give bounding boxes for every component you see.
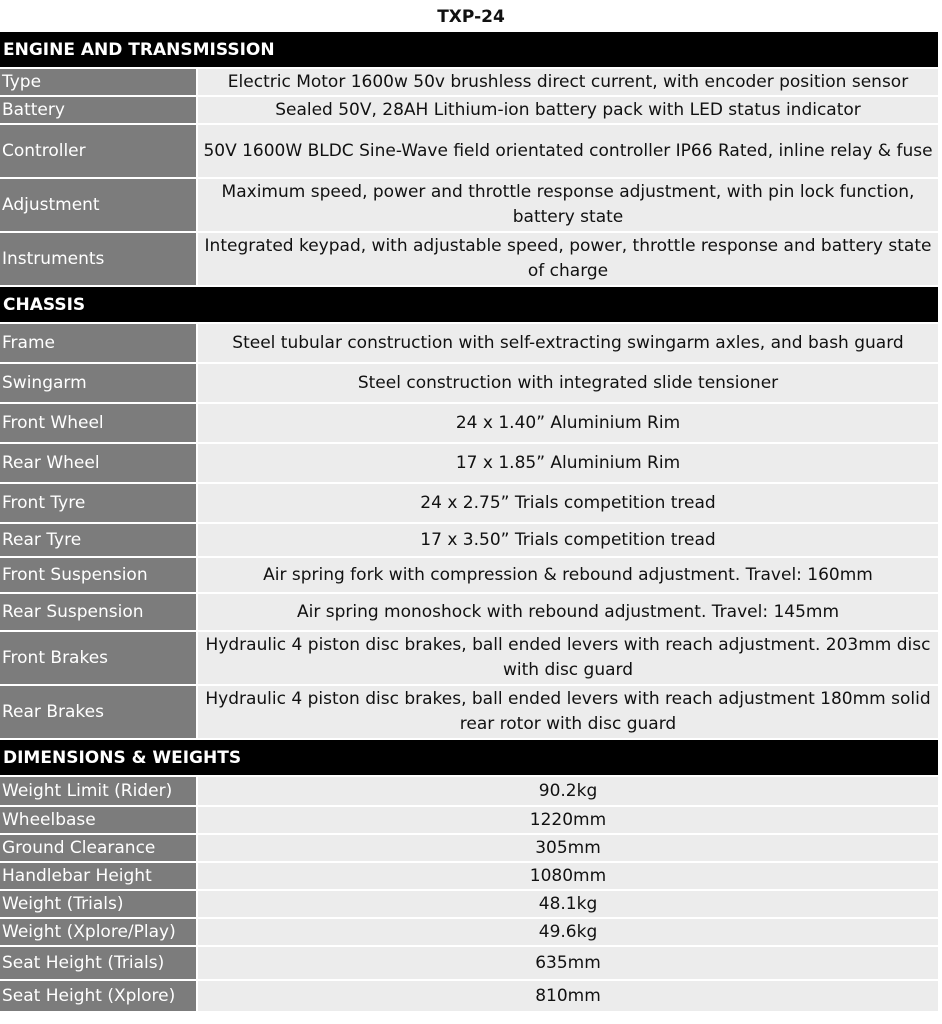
spec-row-controller (0, 125, 938, 179)
spec-value: Steel tubular construction with self-extracting swingarm axles, and bash guard (198, 324, 938, 362)
spec-value: Sealed 50V, 28AH Lithium-ion battery pack with LED status indicator (198, 97, 938, 123)
spec-row-front-wheel (0, 404, 938, 444)
spec-row-wheelbase (0, 807, 938, 835)
spec-row-swingarm (0, 364, 938, 404)
spec-label: Instruments (0, 233, 198, 285)
spec-label: Battery (0, 97, 198, 123)
spec-label: Rear Brakes (0, 686, 198, 738)
spec-row-weight-trials (0, 891, 938, 919)
spec-value: Hydraulic 4 piston disc brakes, ball ended levers with reach adjustment. 203mm disc with disc guard (198, 632, 938, 684)
spec-value: 48.1kg (198, 891, 938, 917)
spec-row-weight-xplore (0, 919, 938, 947)
spec-row-adjustment (0, 179, 938, 233)
spec-row-rear-wheel (0, 444, 938, 484)
spec-row-front-brakes (0, 632, 938, 686)
spec-row-handlebar-height (0, 863, 938, 891)
spec-row-front-tyre (0, 484, 938, 524)
spec-label: Front Tyre (0, 484, 198, 522)
spec-value: 50V 1600W BLDC Sine-Wave field orientated controller IP66 Rated, inline relay & fuse (198, 125, 938, 177)
spec-label: Ground Clearance (0, 835, 198, 861)
spec-value: 90.2kg (198, 777, 938, 805)
spec-label: Front Suspension (0, 558, 198, 592)
spec-value: 17 x 3.50” Trials competition tread (198, 524, 938, 556)
spec-label: Seat Height (Xplore) (0, 981, 198, 1011)
spec-value: Electric Motor 1600w 50v brushless direct current, with encoder position sensor (198, 69, 938, 95)
spec-sheet (0, 32, 938, 1013)
spec-row-instruments (0, 233, 938, 287)
spec-row-ground-clearance (0, 835, 938, 863)
spec-label: Front Brakes (0, 632, 198, 684)
spec-label: Swingarm (0, 364, 198, 402)
spec-label: Weight (Trials) (0, 891, 198, 917)
spec-row-weight-limit (0, 777, 938, 807)
spec-label: Handlebar Height (0, 863, 198, 889)
spec-value: 24 x 1.40” Aluminium Rim (198, 404, 938, 442)
spec-value: 635mm (198, 947, 938, 979)
spec-value: Air spring fork with compression & rebound adjustment. Travel: 160mm (198, 558, 938, 592)
spec-row-front-suspension (0, 558, 938, 594)
spec-row-seat-height-trials (0, 947, 938, 981)
spec-value: 17 x 1.85” Aluminium Rim (198, 444, 938, 482)
spec-value: 810mm (198, 981, 938, 1011)
spec-value: 1080mm (198, 863, 938, 889)
spec-value: Steel construction with integrated slide tensioner (198, 364, 938, 402)
spec-row-seat-height-xplore (0, 981, 938, 1013)
spec-label: Weight (Xplore/Play) (0, 919, 198, 945)
spec-value: 305mm (198, 835, 938, 861)
page-title: TXP-24 (437, 7, 505, 27)
spec-row-rear-suspension (0, 594, 938, 632)
spec-value: 1220mm (198, 807, 938, 833)
spec-row-battery (0, 97, 938, 125)
spec-row-type (0, 69, 938, 97)
spec-label: Frame (0, 324, 198, 362)
spec-label: Controller (0, 125, 198, 177)
spec-label: Rear Suspension (0, 594, 198, 630)
spec-row-rear-brakes (0, 686, 938, 740)
section-heading-engine: ENGINE AND TRANSMISSION (0, 32, 938, 69)
spec-label: Rear Wheel (0, 444, 198, 482)
spec-row-rear-tyre (0, 524, 938, 558)
spec-value: Maximum speed, power and throttle response adjustment, with pin lock function, battery state (198, 179, 938, 231)
spec-label: Rear Tyre (0, 524, 198, 556)
spec-label: Adjustment (0, 179, 198, 231)
spec-label: Front Wheel (0, 404, 198, 442)
spec-label: Type (0, 69, 198, 95)
spec-value: Integrated keypad, with adjustable speed, power, throttle response and battery state of charge (198, 233, 938, 285)
spec-label: Weight Limit (Rider) (0, 777, 198, 805)
spec-value: 24 x 2.75” Trials competition tread (198, 484, 938, 522)
section-heading-chassis: CHASSIS (0, 287, 938, 324)
section-heading-dimensions: DIMENSIONS & WEIGHTS (0, 740, 938, 777)
spec-label: Seat Height (Trials) (0, 947, 198, 979)
spec-label: Wheelbase (0, 807, 198, 833)
spec-row-frame (0, 324, 938, 364)
spec-value: Hydraulic 4 piston disc brakes, ball ended levers with reach adjustment 180mm solid rear rotor with disc guard (198, 686, 938, 738)
spec-value: 49.6kg (198, 919, 938, 945)
spec-value: Air spring monoshock with rebound adjustment. Travel: 145mm (198, 594, 938, 630)
